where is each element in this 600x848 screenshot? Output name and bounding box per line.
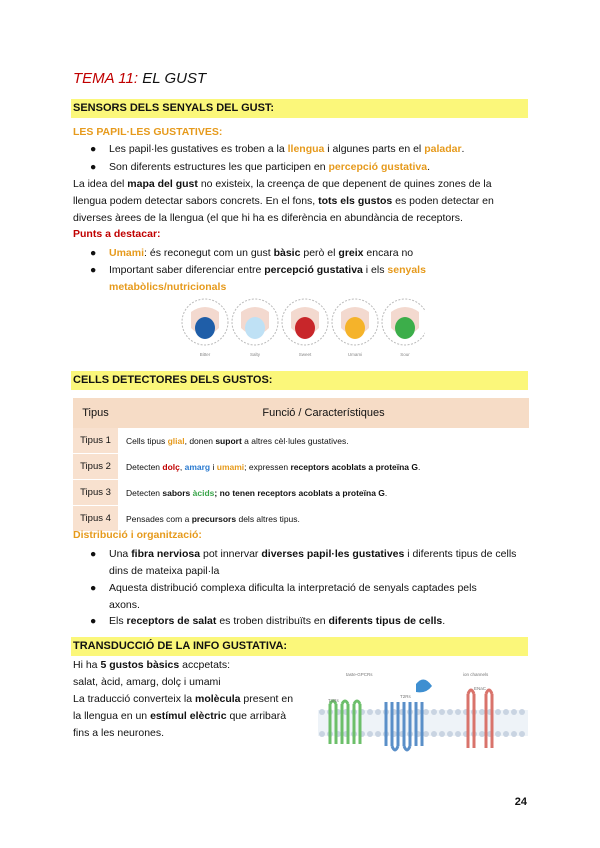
tongue-salty xyxy=(232,299,278,345)
tongue-label: Sour xyxy=(400,352,410,357)
section-heading-cells: CELLS DETECTORES DELS GUSTOS: xyxy=(71,371,528,390)
table-header: Funció / Característiques xyxy=(118,398,529,428)
t2r-receptor xyxy=(386,702,422,750)
subheading-distribucio: Distribució i organització: xyxy=(73,529,202,541)
paragraph-mapa: La idea del mapa del gust no existeix, la creença de que depenent de quines zones de la llengua podem detectar sabors concrets. En el fons, tots els gustos es poden detectar en diverses àrees de la llengua (el que hi ha es diferència en abundància de receptors. xyxy=(73,178,494,224)
section-heading-sensors: SENSORS DELS SENYALS DEL GUST: xyxy=(71,99,528,118)
diagram-label: ion channels xyxy=(463,672,489,677)
diagram-label: T1Rs xyxy=(328,698,339,703)
paragraph-transduccio: Hi ha 5 gustos bàsics accpetats: salat, àcid, amarg, dolç i umami La traducció converteix la molècula present en la llengua en un estímul elèctric que arribarà fins a les neurones. xyxy=(73,659,294,739)
cells-table xyxy=(73,398,529,532)
table-row: Tipus 3 Detecten sabors àcids; no tenen receptors acoblats a proteïna G. xyxy=(73,480,529,506)
tongue-label: Umami xyxy=(347,352,363,357)
page-number: 24 xyxy=(514,796,527,808)
diagram-label: taste-GPCRs xyxy=(346,672,373,677)
tongue-label: Bitter xyxy=(199,352,211,357)
subheading-punts: Punts a destacar: xyxy=(73,228,161,240)
tongue-bitter xyxy=(182,299,228,345)
tongue-figure xyxy=(175,296,425,358)
page-title: TEMA 11: EL GUST xyxy=(73,70,207,87)
diagram-label: ENaC xyxy=(474,686,487,691)
tongue-label: Sweet xyxy=(298,352,312,357)
table-header: Tipus xyxy=(73,398,118,428)
section-heading-transduccio: TRANSDUCCIÓ DE LA INFO GUSTATIVA: xyxy=(71,637,528,656)
table-row: Tipus 2 Detecten dolç, amarg i umami; expressen receptors acoblats a proteïna G. xyxy=(73,454,529,480)
diagram-label: T2Rs xyxy=(400,694,411,699)
receptor-diagram xyxy=(308,664,530,768)
tongue-sour xyxy=(382,299,425,345)
table-row: Tipus 4 Pensades com a precursors dels altres tipus. xyxy=(73,506,529,532)
tongue-sweet xyxy=(282,299,328,345)
tongue-label: Salty xyxy=(249,352,261,357)
tongue-umami xyxy=(332,299,378,345)
table-row: Tipus 1 Cells tipus glial, donen suport a altres cèl·lules gustatives. xyxy=(73,428,529,454)
subheading-papilles: LES PAPIL·LES GUSTATIVES: xyxy=(73,126,223,138)
